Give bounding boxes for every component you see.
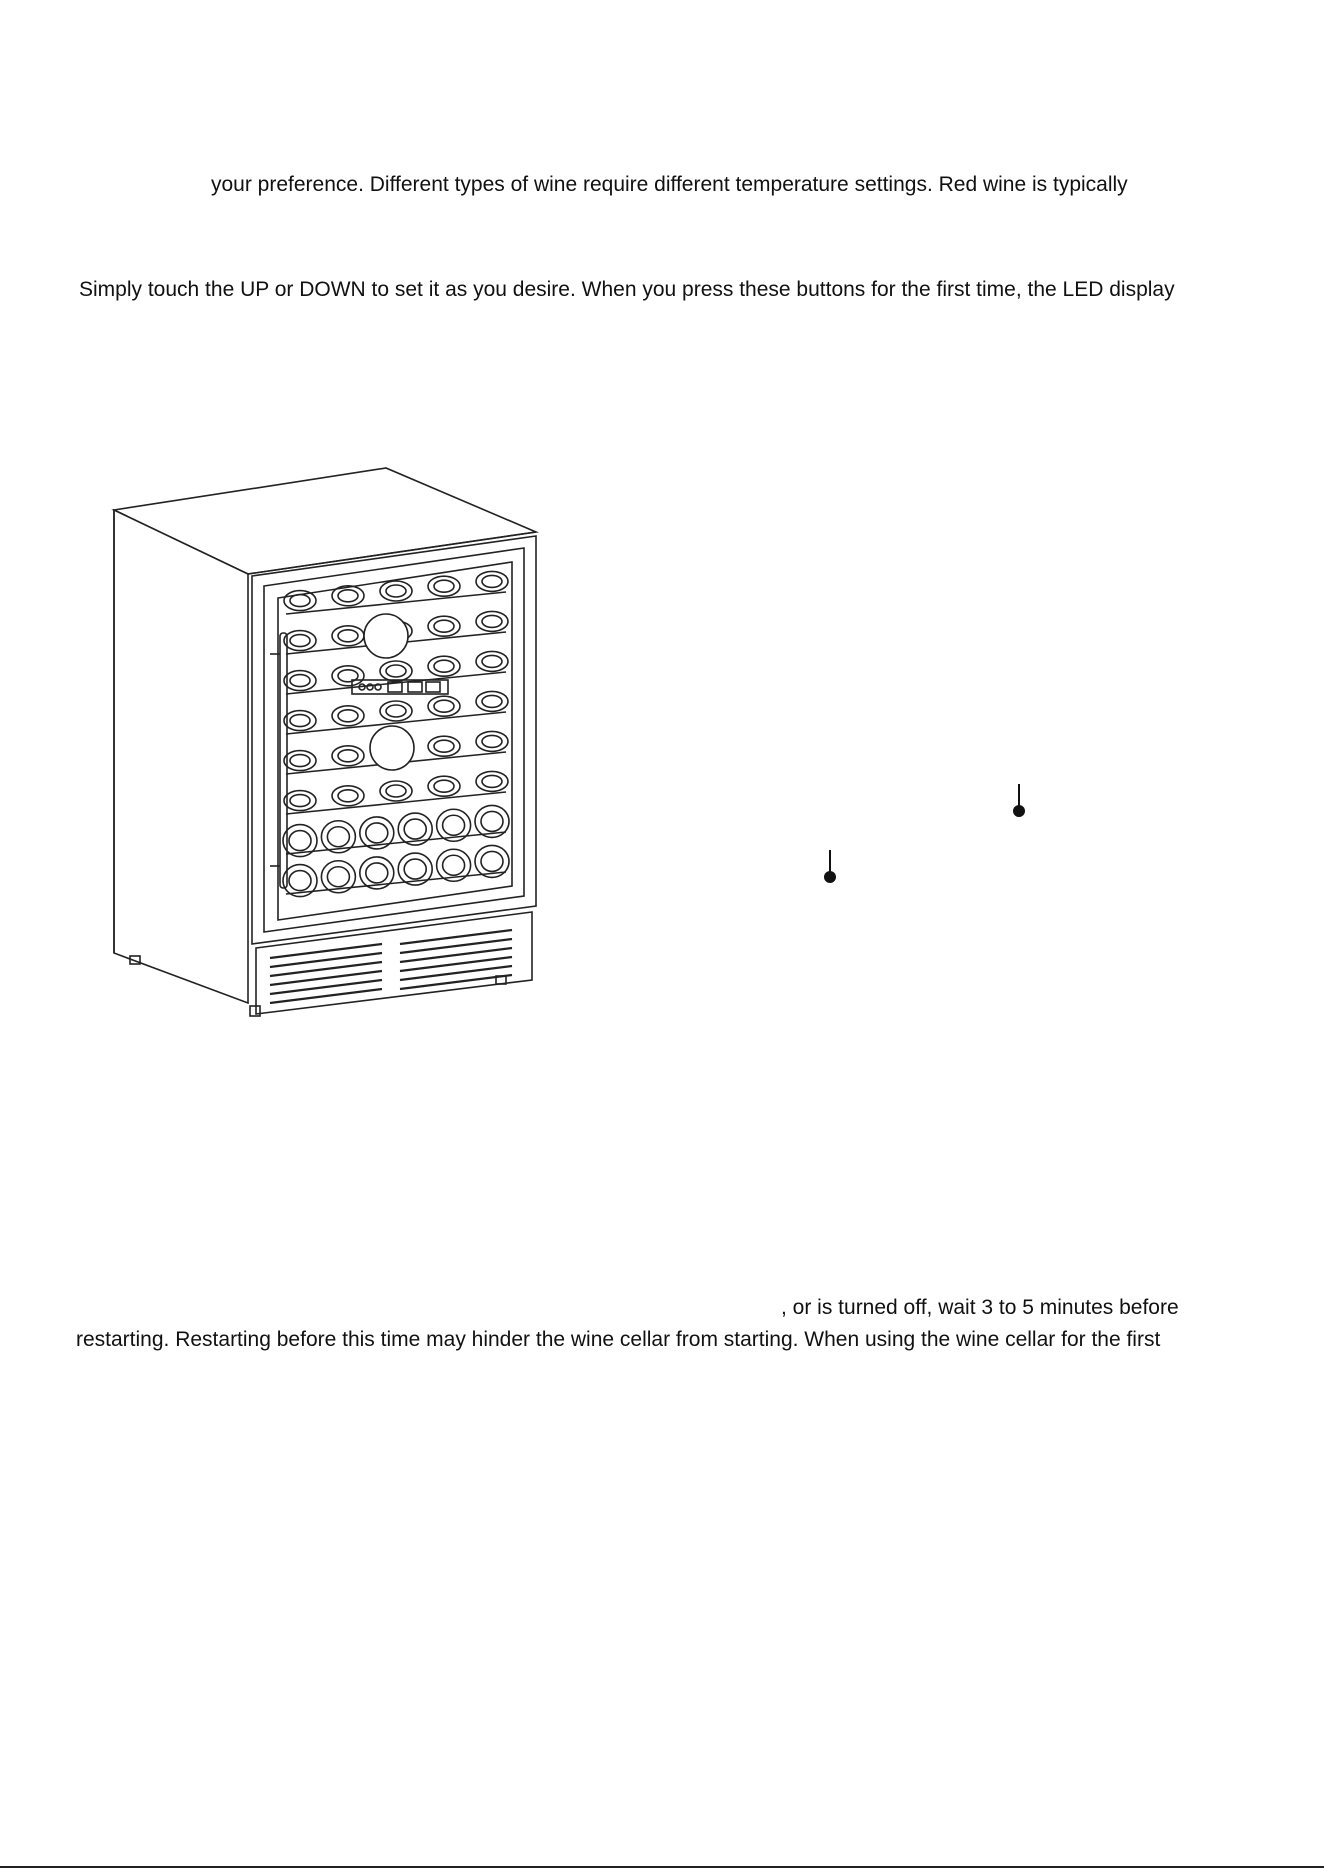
paragraph-line-4: restarting. Restarting before this time may hinder the wine cellar from starting. When using the wine cellar for the first xyxy=(76,1328,1161,1351)
paragraph-line-1: your preference. Different types of wine require different temperature settings. Red wine is typically xyxy=(211,173,1128,196)
pin-marker-1 xyxy=(1012,784,1026,818)
indicator-circle-lower xyxy=(370,726,414,770)
paragraph-line-3: , or is turned off, wait 3 to 5 minutes before xyxy=(781,1296,1179,1319)
indicator-circle-upper xyxy=(364,614,408,658)
wine-cellar-illustration xyxy=(108,466,548,1026)
footer-rule xyxy=(0,1866,1324,1868)
paragraph-line-2: Simply touch the UP or DOWN to set it as you desire. When you press these buttons for the first time, the LED display xyxy=(79,278,1175,301)
pin-marker-2 xyxy=(823,850,837,884)
